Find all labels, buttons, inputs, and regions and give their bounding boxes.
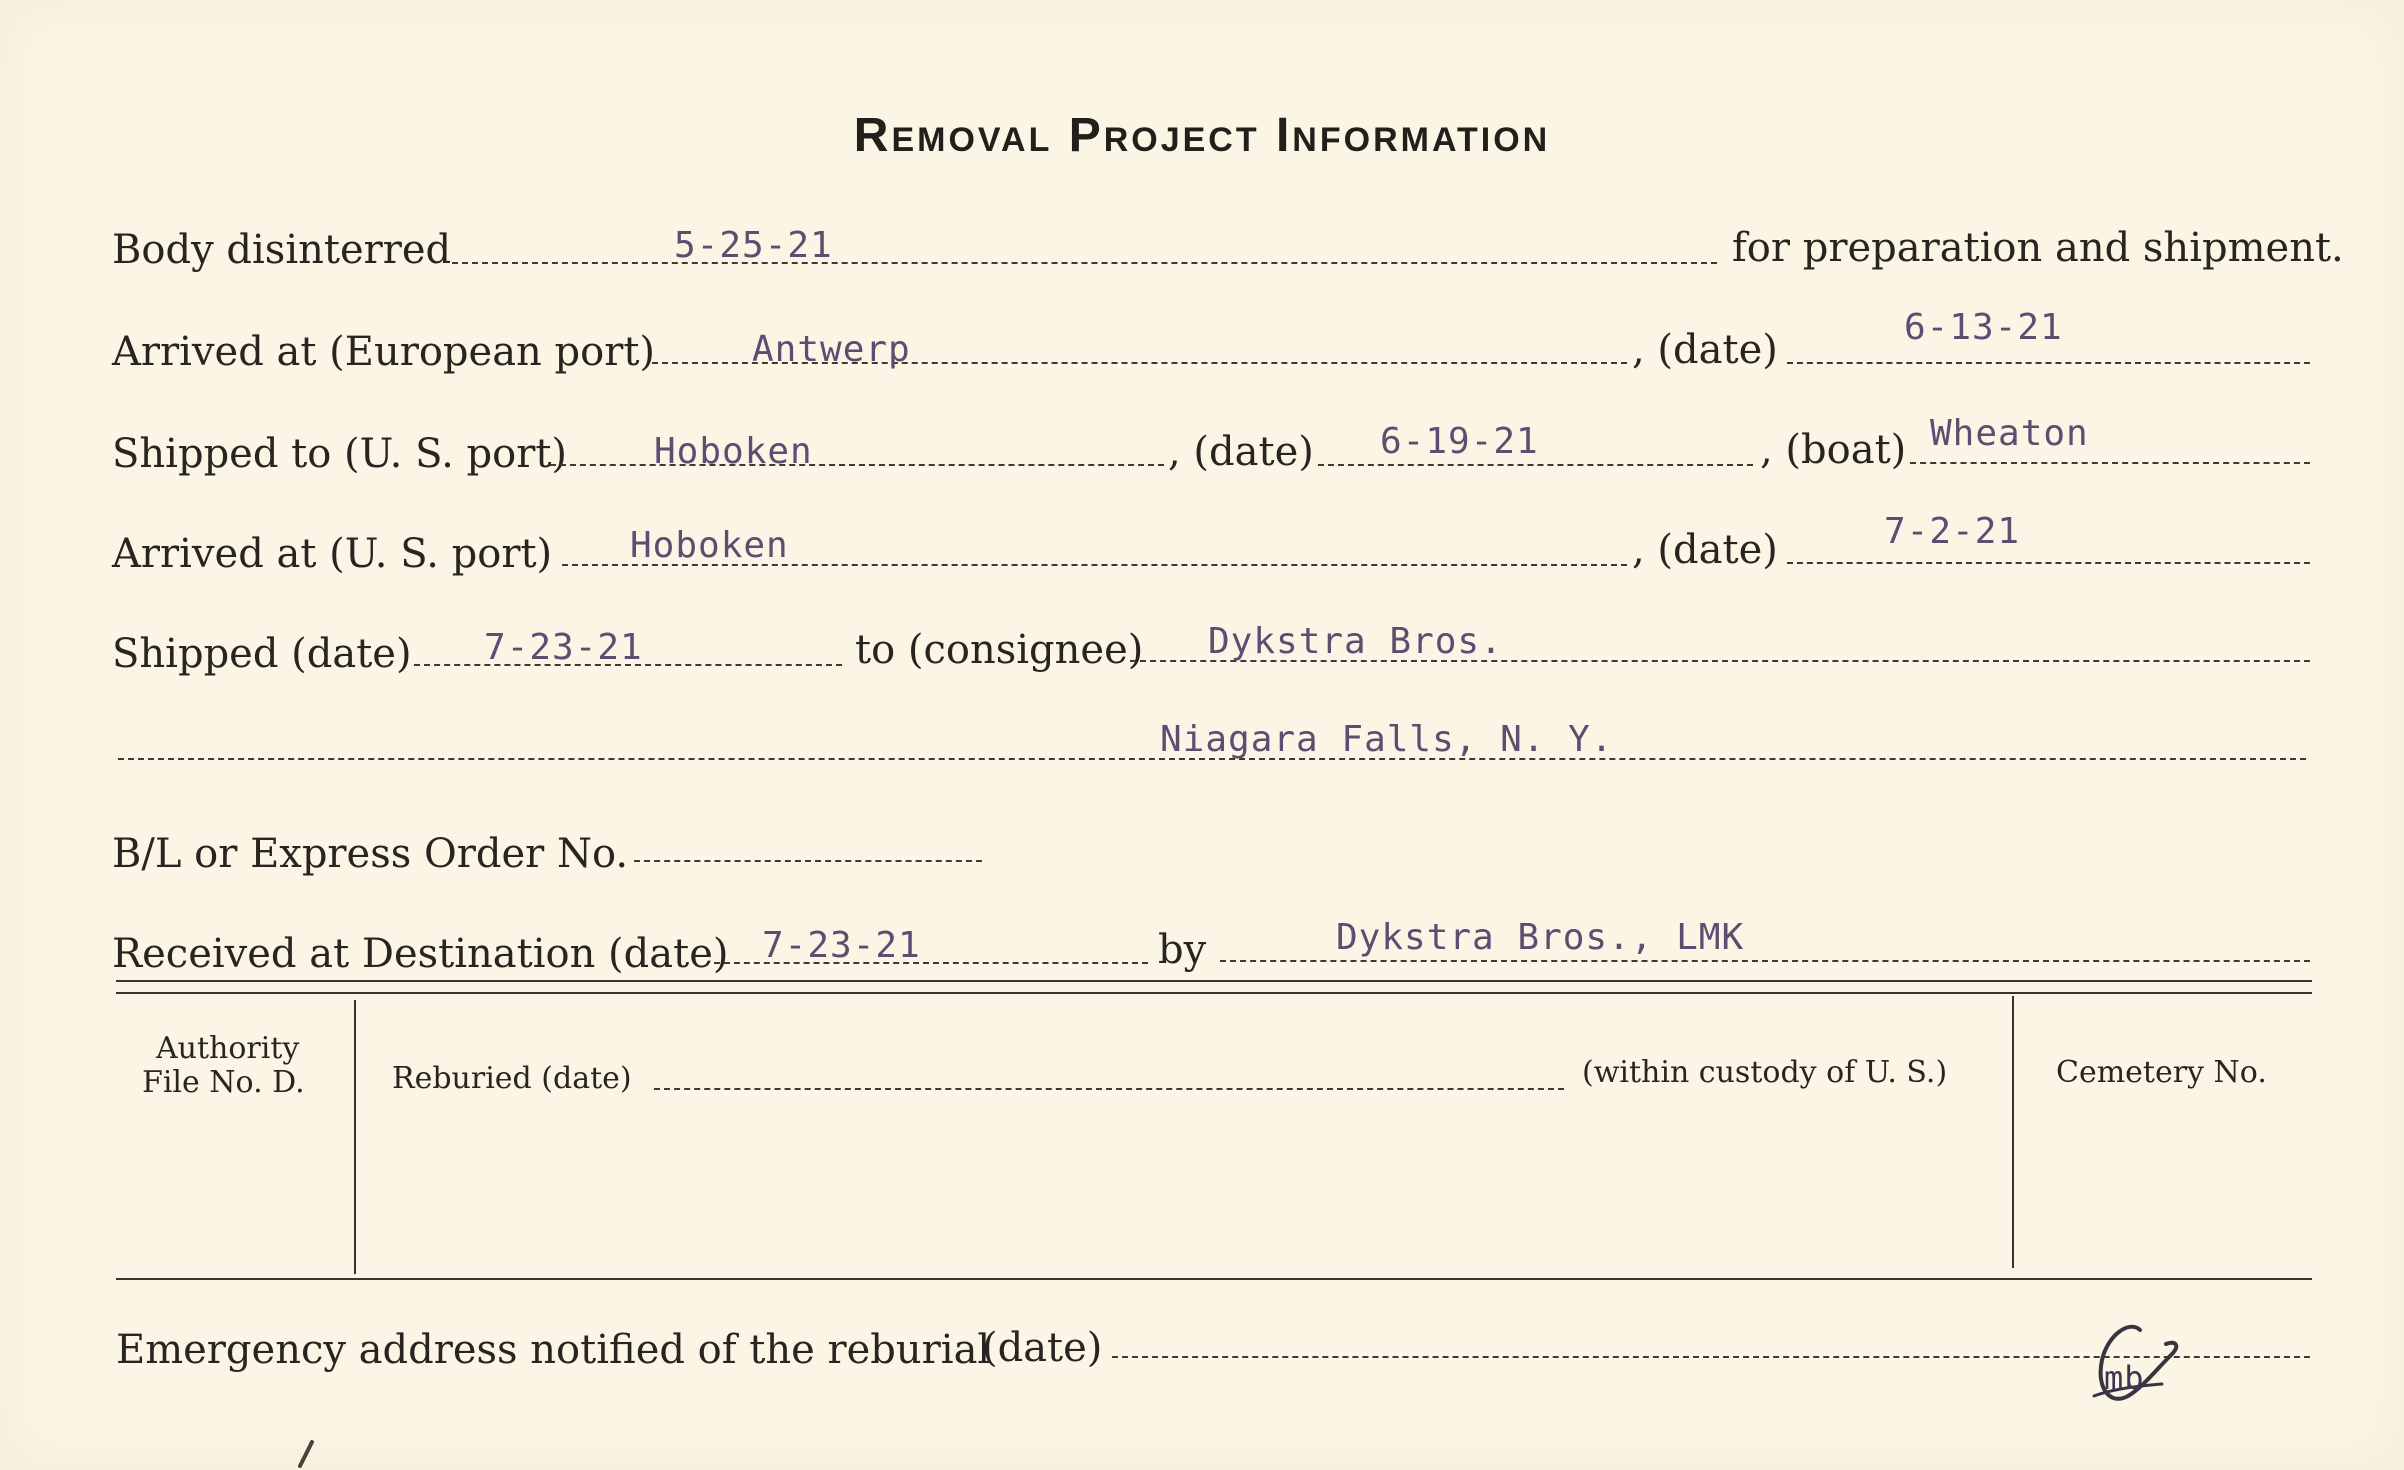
received-by: Dykstra Bros., LMK bbox=[1336, 917, 1745, 958]
shipped-us-port: Hoboken bbox=[654, 431, 813, 472]
emergency-label: Emergency address notified of the reburial bbox=[116, 1327, 991, 1373]
shipped-us-boat-line bbox=[1910, 462, 2310, 464]
us-arrival-date: 7-2-21 bbox=[1884, 511, 2021, 552]
box-top-rule-2 bbox=[116, 992, 2312, 994]
shipped-us-label: Shipped to (U. S. port) bbox=[112, 431, 567, 477]
europe-arrival-label: Arrived at (European port) bbox=[112, 329, 656, 375]
initials-typed: mb bbox=[2104, 1359, 2145, 1397]
received-by-label: by bbox=[1158, 927, 1207, 973]
box-divider-right bbox=[2012, 996, 2014, 1268]
authority-label-line2: File No. D. bbox=[142, 1065, 305, 1100]
disinterred-label: Body disinterred bbox=[112, 227, 452, 273]
received-by-line bbox=[1220, 960, 2310, 962]
received-label: Received at Destination (date) bbox=[112, 931, 729, 977]
shipped-us-boat-label: , (boat) bbox=[1760, 427, 1907, 473]
box-divider-left bbox=[354, 1000, 356, 1274]
authority-label-line1: Authority bbox=[156, 1031, 300, 1066]
us-arrival-date-line bbox=[1787, 562, 2310, 564]
reburied-label: Reburied (date) bbox=[392, 1061, 632, 1096]
shipped-date: 7-23-21 bbox=[484, 627, 643, 668]
disinterred-date: 5-25-21 bbox=[674, 225, 833, 266]
us-arrival-label: Arrived at (U. S. port) bbox=[112, 531, 553, 577]
box-bottom-rule bbox=[116, 1278, 2312, 1280]
disinterred-line bbox=[452, 262, 1717, 264]
us-arrival-date-label: , (date) bbox=[1632, 527, 1778, 573]
consignee-address: Niagara Falls, N. Y. bbox=[1160, 719, 1614, 760]
shipped-date-label: Shipped (date) bbox=[112, 631, 412, 677]
card-title: Removal Project Information bbox=[853, 109, 1551, 162]
shipped-us-boat: Wheaton bbox=[1930, 413, 2089, 454]
europe-date: 6-13-21 bbox=[1904, 307, 2063, 348]
shipped-us-date: 6-19-21 bbox=[1380, 421, 1539, 462]
cemetery-label: Cemetery No. bbox=[2056, 1055, 2267, 1090]
shipped-us-date-label: , (date) bbox=[1168, 429, 1314, 475]
europe-date-label: , (date) bbox=[1632, 327, 1778, 373]
consignee-label: to (consignee) bbox=[855, 627, 1144, 673]
us-arrival-port: Hoboken bbox=[630, 525, 789, 566]
consignee-name: Dykstra Bros. bbox=[1208, 621, 1503, 662]
box-top-rule-1 bbox=[116, 980, 2312, 982]
paper-tear-mark bbox=[290, 1440, 320, 1470]
bl-label: B/L or Express Order No. bbox=[112, 831, 629, 877]
custody-label: (within custody of U. S.) bbox=[1582, 1055, 1948, 1090]
received-date: 7-23-21 bbox=[762, 925, 921, 966]
europe-date-line bbox=[1787, 362, 2310, 364]
disinterred-suffix: for preparation and shipment. bbox=[1732, 225, 2344, 271]
emergency-date-label: (date) bbox=[982, 1325, 1103, 1371]
shipped-us-date-line bbox=[1318, 464, 1753, 466]
bl-line bbox=[634, 860, 982, 862]
reburied-line bbox=[654, 1088, 1564, 1090]
shipped-us-port-line bbox=[550, 464, 1164, 466]
europe-port: Antwerp bbox=[752, 329, 911, 370]
